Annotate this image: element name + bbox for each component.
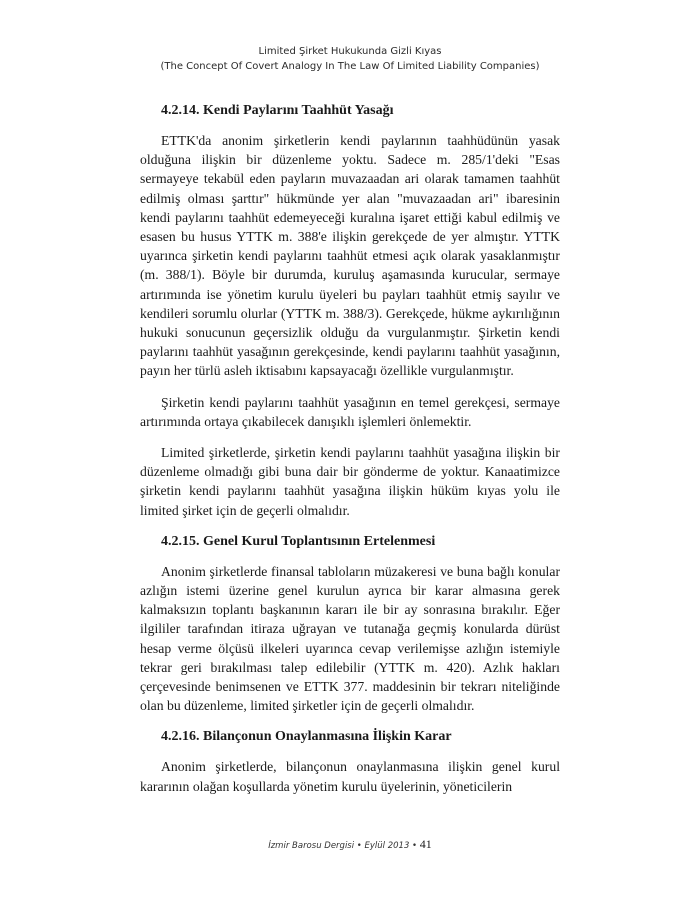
paragraph: Şirketin kendi paylarını taahhüt yasağının en temel gerekçesi, sermaye artırımında ortaya çıkabilecek danışıklı işlemleri önlemektir. [140, 394, 560, 429]
section-heading: 4.2.16. Bilançonun Onaylanmasına İlişkin Karar [161, 729, 452, 745]
paragraph: Anonim şirketlerde, bilançonun onaylanmasına ilişkin genel kurul kararının olağan koşullarda yönetim kurulu üyelerinin, yöneticilerin [140, 759, 560, 794]
header-title: Limited Şirket Hukukunda Gizli Kıyas [258, 46, 442, 57]
paragraph: Anonim şirketlerde finansal tabloların müzakeresi ve buna bağlı konular azlığın istemi üzerine genel kurulun ayrıca bir karar almasına gerek kalmaksızın toplantı başkanının kararı ile bir ay sonrasına bırakılır. Eğer ilgililer tarafından itiraza uğrayan ve tutanağa geçmiş konularda dürüst hesap verme ölçüsü ilkeleri uyarınca cevap verilemişse azlığın istemiyle tekrar geri bırakılması talep edilebilir (YTTK m. 420). Azlık hakları çerçevesinde benimsenen ve ETTK 377. maddesinin bir tekrarı niteliğinde olan bu düzenleme, limited şirketler için de geçerli olmalıdır. [140, 563, 560, 714]
header-subtitle: (The Concept Of Covert Analogy In The Law Of Limited Liability Companies) [160, 61, 540, 72]
section-4-2-14 [140, 101, 560, 520]
page-body [140, 101, 560, 808]
section-4-2-15 [140, 532, 560, 716]
paragraph: Limited şirketlerde, şirketin kendi paylarını taahhüt yasağına ilişkin bir düzenleme olmadığı gibi buna dair bir gönderme de yoktur. Kanaatimizce şirketin kendi paylarını taahhüt yasağına ilişkin hüküm kıyas yolu ile limited şirket için de geçerli olmalıdır. [140, 445, 560, 518]
page-footer [0, 837, 700, 852]
section-4-2-16 [140, 727, 560, 795]
section-heading: 4.2.15. Genel Kurul Toplantısının Ertelenmesi [161, 533, 436, 549]
page-number: 41 [419, 837, 432, 851]
paragraph: ETTK'da anonim şirketlerin kendi paylarının taahhüdünün yasak olduğuna ilişkin bir düzenleme yoktu. Sadece m. 285/1'deki "Esas sermayeye tekabül eden payların muvazaadan ari olarak tamamen taahhüt edilmiş olması şarttır" hükmünde yer alan "muvazaadan ari" ibaresinin kendi paylarını taahhüt edemeyeceği kuralına işaret ettiği kabul edilmiş ve esasen bu husus YTTK m. 388'e ilişkin gerekçede de yer almıştır. YTTK uyarınca şirketin kendi paylarını taahhüt etmesi açık olarak yasaklanmıştır (m. 388/1). Böyle bir durumda, kuruluş aşamasında kurucular, sermaye artırımında ise yönetim kurulu üyeleri bu payları taahhüt etmiş sayılır ve kendileri sorumlu olurlar (YTTK m. 388/3). Gerekçede, hükme aykırılığının hukuki sonucunun geçersizlik olduğu da vurgulanmıştır. Şirketin kendi paylarını taahhüt yasağının gerekçesinde, kendi paylarını taahhüt yasağının, payın her türlü asleh iktisabını kapsayacağı özellikle vurgulanmıştır. [140, 133, 560, 379]
running-header [0, 44, 700, 74]
section-heading: 4.2.14. Kendi Paylarını Taahhüt Yasağı [161, 103, 394, 118]
journal-name: İzmir Barosu Dergisi • Eylül 2013 • [268, 841, 418, 851]
